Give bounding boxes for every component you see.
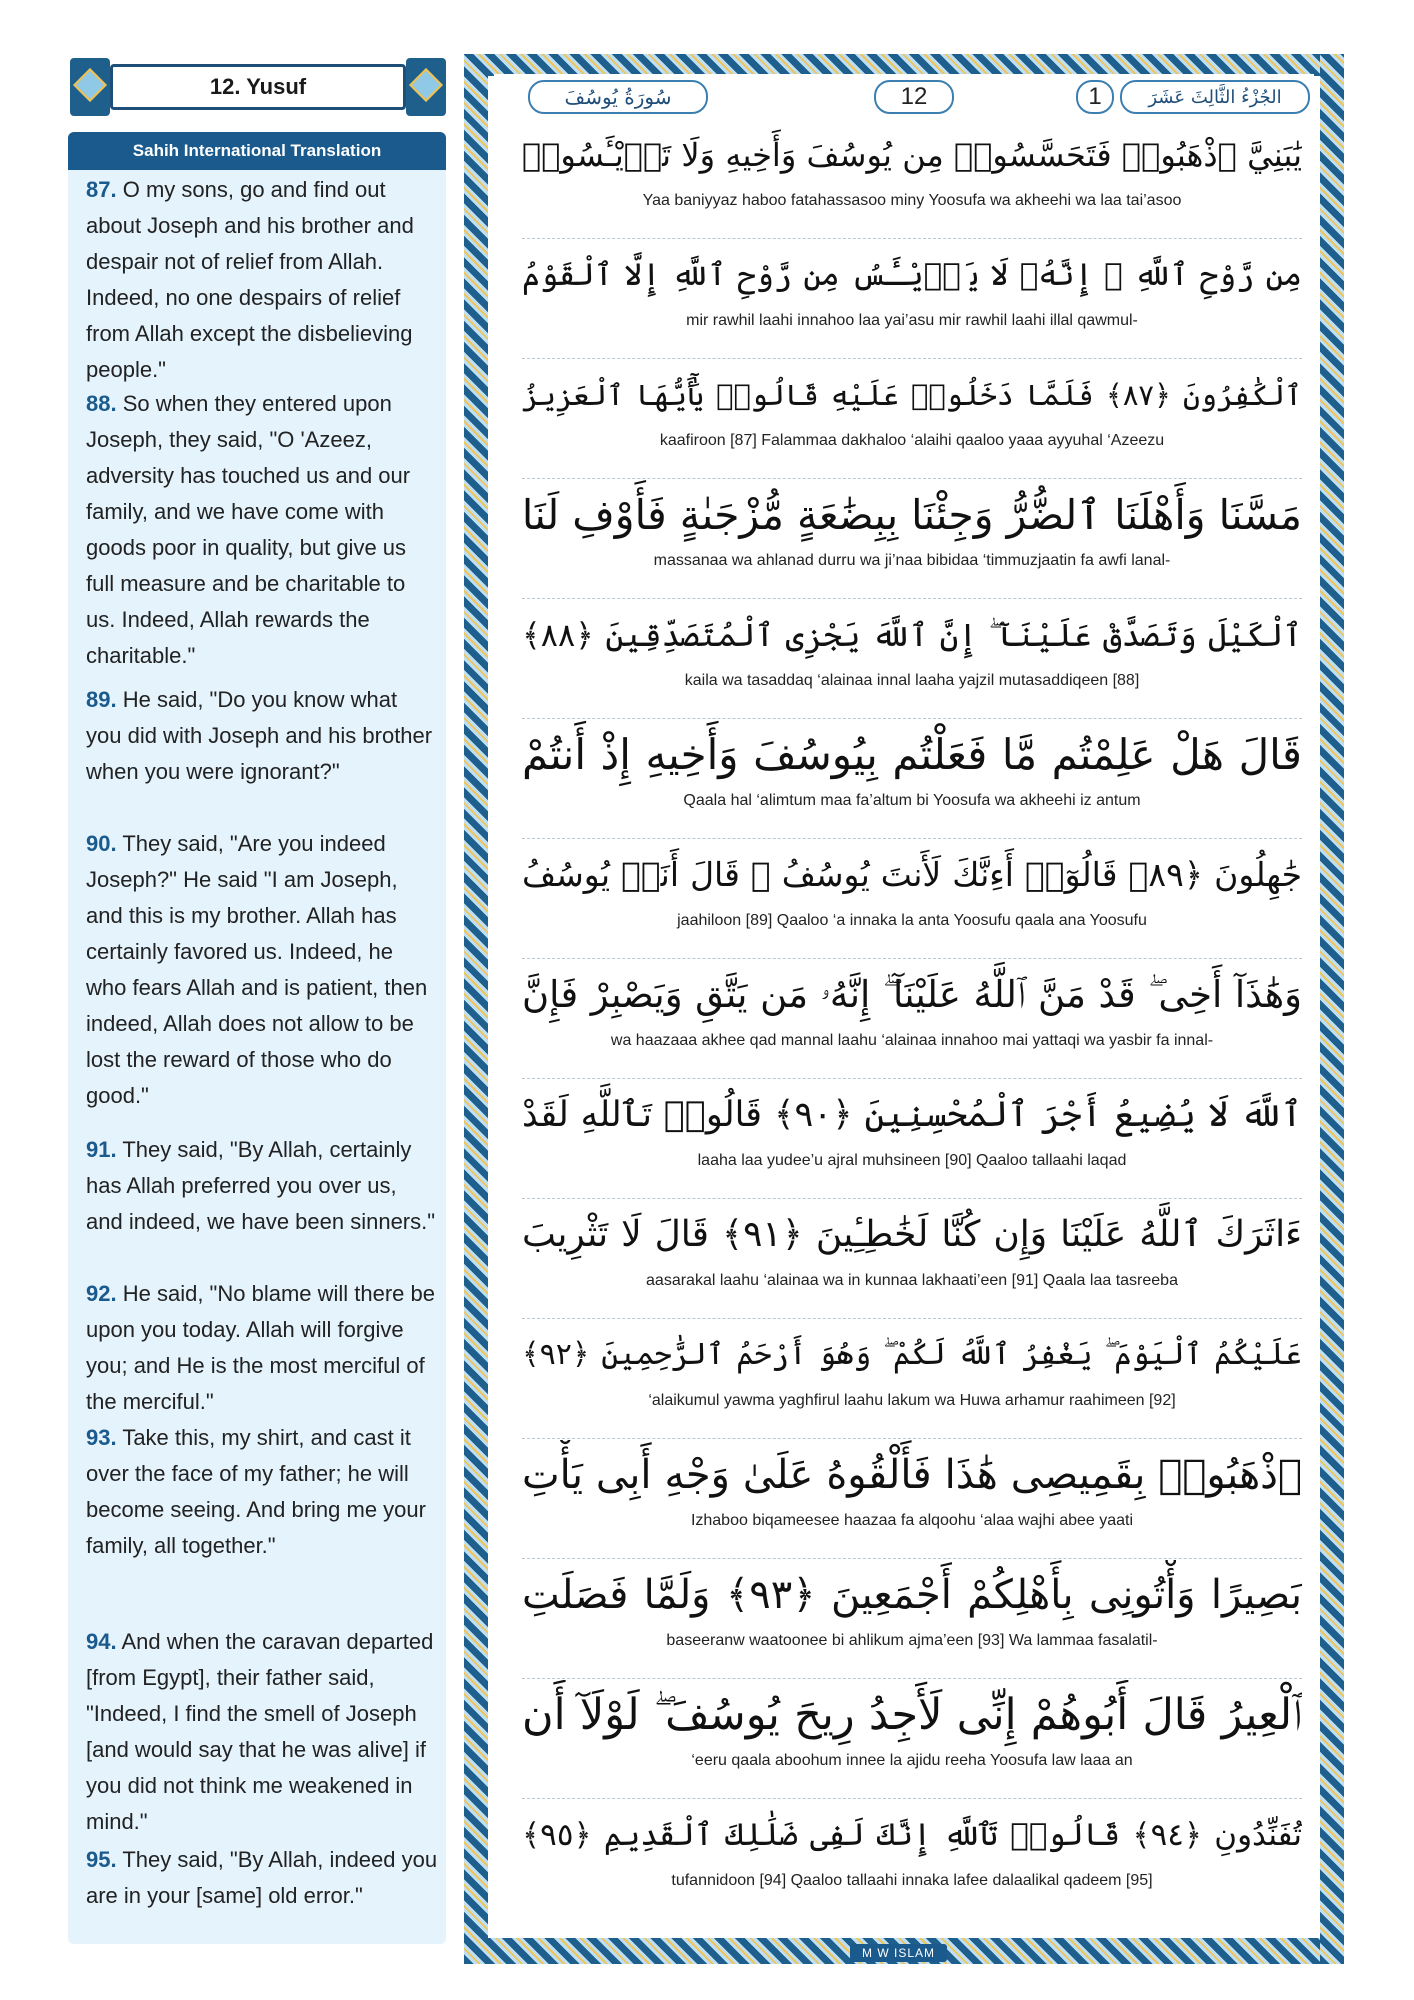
ayah-line: [522, 1080, 1302, 1172]
verse-text: Take this, my shirt, and cast it over the face of my father; he will become seeing. And bring me your family, all together.": [86, 1425, 426, 1558]
ayah-line: [522, 1560, 1302, 1652]
arabic-text: وَهَٰذَآ أَخِى ۖ قَدْ مَنَّ ٱللَّهُ عَلَيْنَآ ۖ إِنَّهُۥ مَن يَتَّقِ وَيَصْبِرْ فَإِنَّ: [522, 973, 1302, 1016]
ayah-line: [522, 1200, 1302, 1292]
line-divider: [522, 1078, 1302, 1079]
arabic-text: ٱلْكَيْلَ وَتَصَدَّقْ عَلَيْنَآ ۖ إِنَّ ٱللَّهَ يَجْزِى ٱلْمُتَصَدِّقِينَ ﴿٨٨﴾: [522, 616, 1302, 654]
ayah-line: [522, 960, 1302, 1052]
page-border-left: [464, 54, 488, 1964]
line-divider: [522, 1318, 1302, 1319]
transliteration-text: wa haazaaa akhee qad mannal laahu ‘alainaa innahoo mai yattaqi wa yasbir fa innal-: [610, 1032, 1214, 1049]
verse-87: [86, 172, 438, 388]
line-divider: [522, 1438, 1302, 1439]
verse-number: 87.: [86, 177, 117, 202]
verse-number: 88.: [86, 391, 117, 416]
arabic-text: بَصِيرًا وَأْتُونِى بِأَهْلِكُمْ أَجْمَعِينَ ﴿٩٣﴾ وَلَمَّا فَصَلَتِ: [522, 1572, 1302, 1618]
line-divider: [522, 1558, 1302, 1559]
verse-number: 89.: [86, 687, 117, 712]
line-divider: [522, 838, 1302, 839]
transliteration-text: ‘eeru qaala aboohum innee la ajidu reeha Yoosufa law laaa an: [691, 1752, 1133, 1769]
verse-text: He said, "No blame will there be upon you today. Allah will forgive you; and He is the most merciful of the merciful.": [86, 1281, 436, 1414]
transliteration-text: aasarakal laahu ‘alainaa wa in kunnaa lakhaati’een [91] Qaala laa tasreeba: [646, 1272, 1178, 1289]
translation-header: Sahih International Translation: [68, 132, 446, 170]
sura-title-plate: [110, 64, 406, 110]
ayah-line: [522, 1800, 1302, 1892]
verse-text: O my sons, go and find out about Joseph and his brother and despair not of relief from Allah. Indeed, no one despairs of relief from Allah except the disbelieving people.": [86, 177, 414, 382]
line-divider: [522, 1678, 1302, 1679]
verse-text: And when the caravan departed [from Egypt], their father said, "Indeed, I find the smell of Joseph [and would say that he was alive] if you did not think me weakened in mind.": [86, 1629, 434, 1834]
transliteration-text: laaha laa yudee’u ajral muhsineen [90] Qaaloo tallaahi laqad: [697, 1152, 1127, 1169]
ayah-line: [522, 840, 1302, 932]
transliteration-text: kaafiroon [87] Falammaa dakhaloo ‘alaihi qaaloo yaaa ayyuhal ‘Azeezu: [659, 432, 1165, 449]
ayah-line: [522, 1440, 1302, 1532]
verse-text: He said, "Do you know what you did with Joseph and his brother when you were ignorant?": [86, 687, 433, 784]
verse-number: 93.: [86, 1425, 117, 1450]
juz-number: 1: [1076, 80, 1114, 114]
verse-number: 95.: [86, 1847, 117, 1872]
transliteration-text: kaila wa tasaddaq ‘alainaa innal laaha yajzil mutasaddiqeen [88]: [684, 672, 1140, 689]
line-divider: [522, 478, 1302, 479]
verse-number: 90.: [86, 831, 117, 856]
arabic-text: تُفَنِّدُونِ ﴿٩٤﴾ قَالُوا۟ تَٱللَّهِ إِنَّكَ لَفِى ضَلَٰلِكَ ٱلْقَدِيمِ ﴿٩٥﴾: [522, 1817, 1302, 1853]
line-divider: [522, 238, 1302, 239]
ornament-right-icon: [406, 58, 446, 116]
line-divider: [522, 1798, 1302, 1799]
transliteration-text: tufannidoon [94] Qaaloo tallaahi innaka lafee dalaalikal qadeem [95]: [671, 1872, 1153, 1889]
line-divider: [522, 958, 1302, 959]
ayah-line: [522, 1680, 1302, 1772]
verse-text: They said, "By Allah, indeed you are in your [same] old error.": [86, 1847, 438, 1908]
arabic-text: ءَاثَرَكَ ٱللَّهُ عَلَيْنَا وَإِن كُنَّا لَخَٰطِـِٔينَ ﴿٩١﴾ قَالَ لَا تَثْرِيبَ: [522, 1214, 1302, 1255]
verse-93: [86, 1420, 438, 1564]
transliteration-text: ‘alaikumul yawma yaghfirul laahu lakum wa Huwa arhamur raahimeen [92]: [648, 1392, 1176, 1409]
arabic-text: ٱللَّهَ لَا يُضِيعُ أَجْرَ ٱلْمُحْسِنِينَ ﴿٩٠﴾ قَالُوا۟ تَٱللَّهِ لَقَدْ: [522, 1095, 1302, 1135]
transliteration-text: Qaala hal ‘alimtum maa fa’altum bi Yoosufa wa akheehi iz antum: [683, 792, 1141, 809]
transliteration-text: massanaa wa ahlanad durru wa ji’naa bibidaa ‘timmuzjaatin fa awfi lanal-: [653, 552, 1171, 569]
arabic-text: عَلَيْكُمُ ٱلْيَوْمَ ۖ يَغْفِرُ ٱللَّهُ لَكُمْ ۖ وَهُوَ أَرْحَمُ ٱلرَّٰحِمِينَ ﴿٩٢﴾: [522, 1337, 1302, 1372]
ayah-line: [522, 240, 1302, 332]
arabic-text: جَٰهِلُونَ ﴿٨٩﴾ قَالُوٓا۟ أَءِنَّكَ لَأَنتَ يُوسُفُ ۖ قَالَ أَنَا۠ يُوسُفُ: [522, 855, 1302, 894]
juz-name-label: الجُزْءُ الثَّالِثَ عَشَرَ: [1120, 80, 1310, 114]
verse-95: [86, 1842, 438, 1914]
transliteration-text: baseeranw waatoonee bi ahlikum ajma’een [93] Wa lammaa fasalatil-: [666, 1632, 1158, 1649]
transliteration-text: jaahiloon [89] Qaaloo ‘a innaka la anta Yoosufu qaala ana Yoosufu: [677, 912, 1147, 929]
verse-text: They said, "By Allah, certainly has Allah preferred you over us, and indeed, we have been sinners.": [86, 1137, 436, 1234]
ayah-line: [522, 360, 1302, 452]
publisher-label: M W ISLAM: [850, 1944, 947, 1962]
line-divider: [522, 358, 1302, 359]
transliteration-text: mir rawhil laahi innahoo laa yai’asu mir rawhil laahi illal qawmul-: [686, 312, 1138, 329]
mushaf-content: [494, 74, 1314, 1934]
verse-text: So when they entered upon Joseph, they said, "O 'Azeez, adversity has touched us and our family, and we have come with goods poor in quality, but give us full measure and be charitable to us. Indeed, Allah rewards the charitable.": [86, 391, 411, 668]
ayah-line: [522, 120, 1302, 212]
ayah-line: [522, 600, 1302, 692]
sura-title-banner: [70, 56, 446, 120]
arabic-text: قَالَ هَلْ عَلِمْتُم مَّا فَعَلْتُم بِيُوسُفَ وَأَخِيهِ إِذْ أَنتُمْ: [522, 730, 1302, 779]
verse-89: [86, 682, 438, 790]
verse-number: 91.: [86, 1137, 117, 1162]
verse-91: [86, 1132, 438, 1240]
arabic-text: ٱذْهَبُوا۟ بِقَمِيصِى هَٰذَا فَأَلْقُوهُ عَلَىٰ وَجْهِ أَبِى يَأْتِ: [522, 1452, 1302, 1498]
verse-94: [86, 1624, 438, 1840]
ayah-line: [522, 1320, 1302, 1412]
line-divider: [522, 598, 1302, 599]
arabic-text: مِن رَّوْحِ ٱللَّهِ ۖ إِنَّهُۥ لَا يَا۟يْـَٔسُ مِن رَّوْحِ ٱللَّهِ إِلَّا ٱلْقَوْمُ: [522, 257, 1302, 293]
transliteration-text: Izhaboo biqameesee haazaa fa alqoohu ‘alaa wajhi abee yaati: [690, 1512, 1134, 1529]
arabic-text: ٱلْكَٰفِرُونَ ﴿٨٧﴾ فَلَمَّا دَخَلُوا۟ عَلَيْهِ قَالُوا۟ يَٰٓأَيُّهَا ٱلْعَزِيزُ: [522, 378, 1302, 412]
sura-title: 12. Yusuf: [209, 74, 307, 99]
page-border-right: [1320, 54, 1344, 1964]
line-divider: [522, 718, 1302, 719]
page-number: 12: [874, 80, 954, 114]
translation-panel: [68, 132, 446, 1944]
line-divider: [522, 1198, 1302, 1199]
ornament-left-icon: [70, 58, 110, 116]
verse-number: 92.: [86, 1281, 117, 1306]
mushaf-page: [464, 54, 1344, 1964]
arabic-text: يَٰبَنِيَّ ٱذْهَبُوا۟ فَتَحَسَّسُوا۟ مِن يُوسُفَ وَأَخِيهِ وَلَا تَا۟يْـَٔسُوا۟: [522, 136, 1302, 174]
arabic-text: مَسَّنَا وَأَهْلَنَا ٱلضُّرُّ وَجِئْنَا بِبِضَٰعَةٍ مُّزْجَىٰةٍ فَأَوْفِ لَنَا: [522, 491, 1302, 539]
sura-name-label: سُورَةُ يُوسُفَ: [528, 80, 708, 114]
page-border-top: [464, 54, 1344, 76]
verse-88: [86, 386, 438, 674]
verse-number: 94.: [86, 1629, 117, 1654]
mushaf-header: [494, 80, 1314, 116]
verse-92: [86, 1276, 438, 1420]
arabic-text: ٱلْعِيرُ قَالَ أَبُوهُمْ إِنِّى لَأَجِدُ رِيحَ يُوسُفَ ۖ لَوْلَآ أَن: [522, 1690, 1302, 1740]
ayah-line: [522, 720, 1302, 812]
ayah-line: [522, 480, 1302, 572]
verse-text: They said, "Are you indeed Joseph?" He said "I am Joseph, and this is my brother. Allah has certainly favored us. Indeed, he who fears Allah and is patient, then indeed, Allah does not allow to be lost the reward of those who do good.": [86, 831, 428, 1108]
verse-90: [86, 826, 438, 1114]
transliteration-text: Yaa baniyyaz haboo fatahassasoo miny Yoosufa wa akheehi wa laa tai’asoo: [642, 192, 1182, 209]
